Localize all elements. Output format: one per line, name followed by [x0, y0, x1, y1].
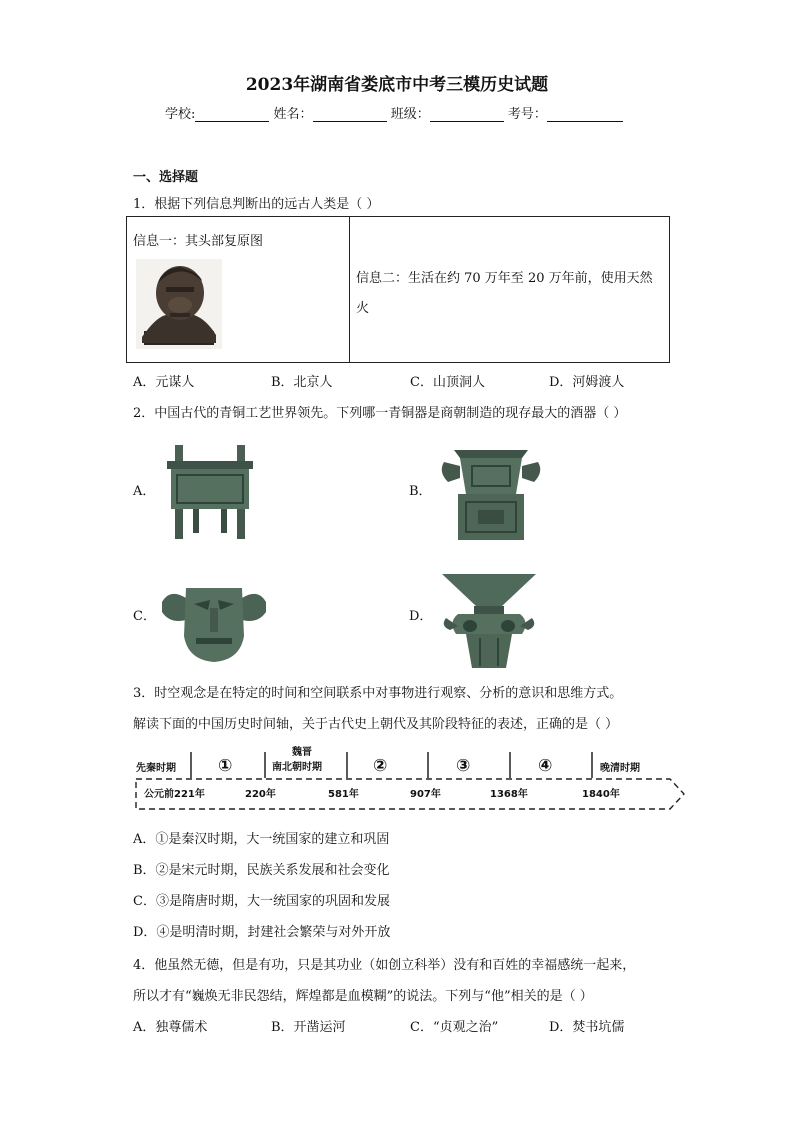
timeline-date-1840: 1840年 [582, 789, 620, 800]
q1-info2-line2: 火 [356, 301, 370, 316]
name-blank[interactable] [313, 107, 387, 122]
school-label: 学校: [165, 107, 196, 122]
q2-label-d[interactable]: D． [409, 609, 433, 624]
q3-option-c[interactable]: C．③是隋唐时期，大一统国家的巩固和发展 [133, 894, 390, 909]
timeline-period-wei-jin: 魏晋 [292, 747, 312, 758]
timeline-period-2: ② [373, 756, 388, 776]
q1-option-c[interactable]: C．山顶洞人 [410, 375, 485, 390]
q4-option-c[interactable]: C．“贞观之治” [410, 1020, 499, 1035]
table-divider [349, 217, 350, 362]
timeline-period-1: ① [218, 756, 233, 776]
history-timeline [132, 742, 688, 812]
class-label: 班级： [390, 107, 430, 122]
timeline-date-907: 907年 [410, 789, 441, 800]
student-info-line [165, 103, 623, 122]
bronze-wine-vessel-image[interactable] [436, 442, 546, 542]
q4-stem-line1: 4．他虽然无德，但是有功，只是其功业（如创立科举）没有和百姓的幸福感统一起来， [133, 958, 636, 973]
q1-option-d[interactable]: D．河姆渡人 [549, 375, 625, 390]
q1-info1: 信息一：其头部复原图 [133, 234, 264, 249]
q3-stem-line2: 解读下面的中国历史时间轴，关于古代史上朝代及其阶段特征的表述，正确的是（ ） [133, 717, 619, 732]
q3-option-a[interactable]: A．①是秦汉时期，大一统国家的建立和巩固 [133, 832, 390, 847]
q3-option-b[interactable]: B．②是宋元时期，民族关系发展和社会变化 [133, 863, 390, 878]
q4-option-a[interactable]: A．独尊儒术 [133, 1020, 208, 1035]
timeline-date-581: 581年 [328, 789, 359, 800]
square-ding-vessel-image[interactable] [163, 443, 257, 541]
timeline-period-pre-qin: 先秦时期 [136, 763, 176, 774]
four-ram-zun-image[interactable] [436, 572, 542, 670]
q4-option-b[interactable]: B．开凿运河 [271, 1020, 346, 1035]
timeline-date-220: 220年 [245, 789, 276, 800]
timeline-period-north-south: 南北朝时期 [272, 762, 322, 773]
timeline-period-3: ③ [456, 756, 471, 776]
class-blank[interactable] [430, 107, 504, 122]
exam-no-label: 考号： [507, 107, 547, 122]
timeline-date-1368: 1368年 [490, 789, 528, 800]
section-title: 一、选择题 [133, 170, 199, 185]
exam-title: 2023年湖南省娄底市中考三模历史试题 [245, 75, 549, 95]
timeline-period-late-qing: 晚清时期 [600, 763, 640, 774]
q1-stem: 1．根据下列信息判断出的远古人类是（ ） [133, 197, 380, 212]
timeline-period-4: ④ [538, 756, 553, 776]
peking-man-bust-image [136, 259, 222, 349]
name-label: 姓名： [273, 107, 313, 122]
q3-stem-line1: 3．时空观念是在特定的时间和空间联系中对事物进行观察、分析的意识和思维方式。 [133, 686, 623, 701]
q3-option-d[interactable]: D．④是明清时期，封建社会繁荣与对外开放 [133, 925, 391, 940]
bronze-mask-image[interactable] [160, 580, 268, 664]
school-blank[interactable] [195, 107, 269, 122]
q2-stem: 2．中国古代的青铜工艺世界领先。下列哪一青铜器是商朝制造的现存最大的酒器（ ） [133, 406, 627, 421]
q2-label-a[interactable]: A． [133, 484, 156, 499]
exam-no-blank[interactable] [547, 107, 623, 122]
q4-option-d[interactable]: D．焚书坑儒 [549, 1020, 625, 1035]
q2-label-b[interactable]: B． [409, 484, 432, 499]
q4-stem-line2: 所以才有“巍焕无非民怨结，辉煌都是血模糊”的说法。下列与“他”相关的是（ ） [133, 989, 593, 1004]
q2-label-c[interactable]: C． [133, 609, 156, 624]
q1-info-table [126, 216, 670, 363]
q1-info2-line1: 信息二：生活在约 70 万年至 20 万年前，使用天然 [356, 271, 653, 286]
timeline-date-221bc: 公元前221年 [144, 789, 205, 800]
q1-option-a[interactable]: A．元谋人 [133, 375, 195, 390]
q1-option-b[interactable]: B．北京人 [271, 375, 333, 390]
